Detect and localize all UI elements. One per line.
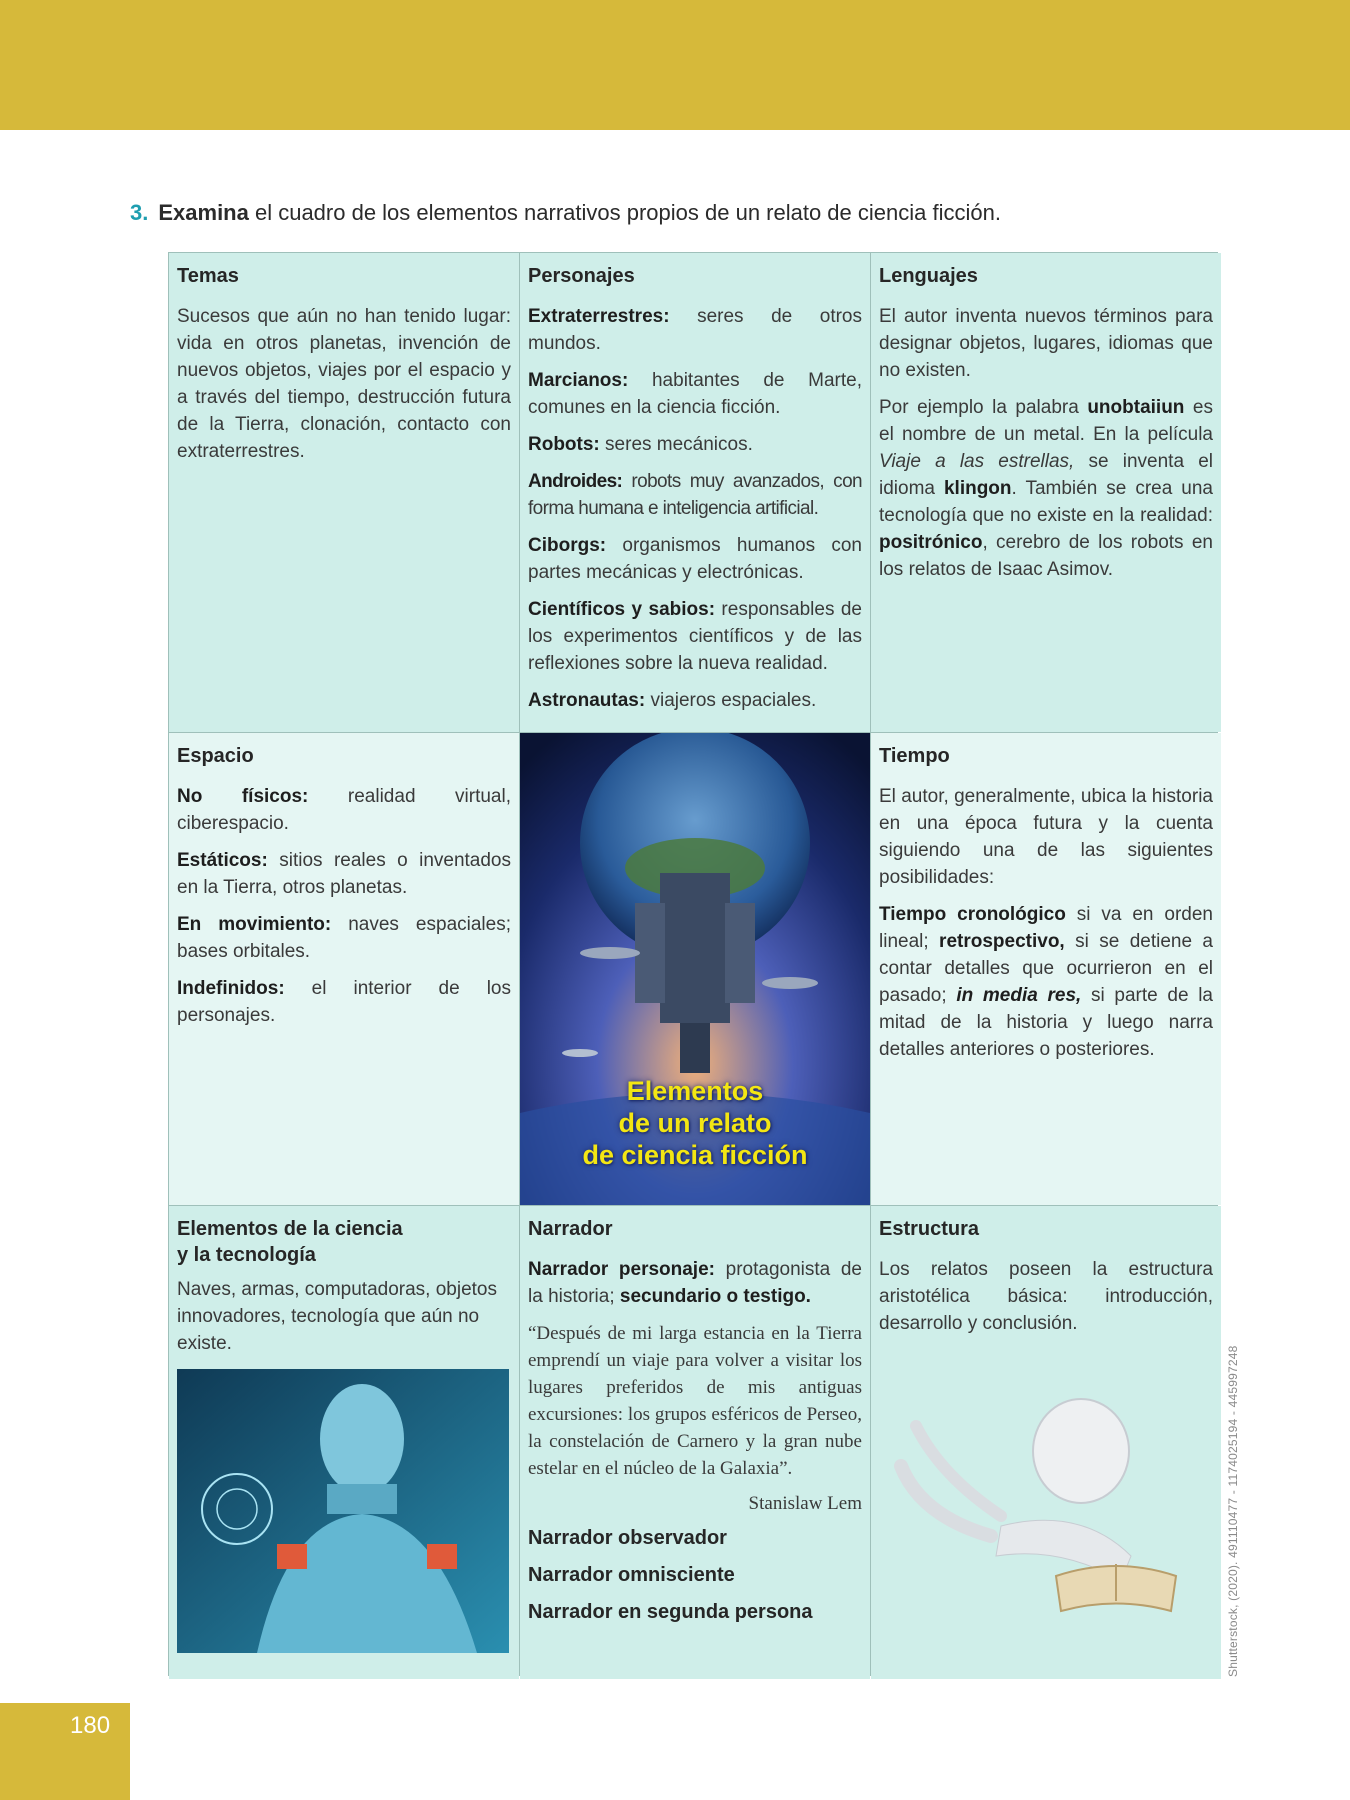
personaje-item — [528, 367, 862, 421]
narrador-term: secundario o testigo. — [619, 1286, 811, 1307]
instruction-number: 3. — [130, 200, 149, 225]
cell-narrador — [520, 1206, 870, 1679]
cell-personajes — [520, 253, 870, 732]
lenguajes-text: se inventa el idioma — [879, 451, 1213, 499]
estructura-title: Estructura — [879, 1218, 980, 1240]
personajes-title: Personajes — [528, 265, 635, 287]
personaje-term: Astronautas: — [528, 690, 646, 711]
personaje-item — [528, 303, 862, 357]
center-image-title — [520, 1075, 870, 1171]
cell-temas — [169, 253, 519, 732]
personaje-term: Marcianos: — [528, 370, 629, 391]
narrador-term: Narrador personaje: — [528, 1259, 715, 1280]
cell-estructura — [871, 1206, 1221, 1679]
page-number: 180 — [70, 1712, 111, 1739]
personaje-desc: organismos humanos con partes mecánicas y electrónicas. — [528, 535, 862, 583]
espacio-desc: realidad virtual, ciberespacio. — [177, 786, 511, 834]
robot-reading-illustration — [881, 1396, 1211, 1626]
temas-title: Temas — [177, 265, 239, 287]
tiempo-term: Tiempo cronológico — [879, 904, 1066, 925]
personaje-desc: responsables de los experimentos científicos y de las reflexiones sobre la nueva realidad. — [528, 599, 862, 674]
estructura-text: Los relatos poseen la estructura aristotélica básica: introducción, desarrollo y conclusión. — [879, 1259, 1213, 1334]
center-title-line: de ciencia ficción — [582, 1140, 808, 1170]
elements-table — [168, 252, 1218, 1676]
page-number-tab — [0, 1703, 130, 1800]
espacio-term: No físicos: — [177, 786, 309, 807]
espacio-term: Indefinidos: — [177, 978, 285, 999]
top-color-band — [0, 0, 1350, 130]
narrador-type: Narrador observador — [528, 1527, 727, 1549]
narrador-personaje — [528, 1256, 862, 1310]
cell-tiempo — [871, 733, 1221, 1205]
ciencia-text: Naves, armas, computadoras, objetos innovadores, tecnología que aún no existe. — [177, 1279, 497, 1354]
tiempo-p1: El autor, generalmente, ubica la historia en una época futura y la cuenta siguiendo una de las siguientes posibilidades: — [879, 786, 1213, 888]
espacio-item — [177, 911, 511, 965]
narrador-type: Narrador en segunda persona — [528, 1601, 813, 1623]
personaje-desc: robots muy avanzados, con forma humana e inteligencia artificial. — [528, 471, 862, 519]
tiempo-text: si se detiene a contar detalles que ocurrieron en el pasado; — [879, 931, 1213, 1006]
personaje-term: Científicos y sabios: — [528, 599, 716, 620]
personaje-item — [528, 687, 862, 714]
tiempo-text: si parte de la mitad de la historia y luego narra detalles anteriores o posteriores. — [879, 985, 1213, 1060]
espacio-desc: el interior de los personajes. — [177, 978, 511, 1026]
espacio-title: Espacio — [177, 745, 254, 767]
lenguajes-term: klingon — [943, 478, 1012, 499]
tiempo-text: si va en orden lineal; — [879, 904, 1213, 952]
espacio-desc: naves espaciales; bases orbitales. — [177, 914, 511, 962]
lenguajes-term: positrónico — [879, 532, 983, 553]
espacio-item — [177, 847, 511, 901]
narrador-quote: “Después de mi larga estancia en la Tierra emprendí un viaje para volver a visitar los lugares preferidos de mis antiguas excursiones: los grupos esféricos de Perseo, la constelación de Carnero y la gran nube estelar en el núcleo de la Galaxia”. — [528, 1323, 862, 1479]
center-title-line: Elementos — [626, 1076, 764, 1106]
espacio-term: En movimiento: — [177, 914, 332, 935]
lenguajes-text: Por ejemplo la palabra — [879, 397, 1088, 418]
center-title-line: de un relato — [618, 1108, 772, 1138]
personaje-term: Robots: — [528, 434, 600, 455]
lenguajes-text: . También se crea una tecnología que no existe en la realidad: — [879, 478, 1213, 526]
instruction-verb: Examina — [158, 200, 249, 225]
ciencia-title — [177, 1216, 511, 1268]
espacio-item — [177, 783, 511, 837]
narrador-title: Narrador — [528, 1218, 613, 1240]
personaje-desc: habitantes de Marte, comunes en la ciencia ficción. — [528, 370, 862, 418]
personaje-item — [528, 596, 862, 677]
ciencia-title-line: y la tecnología — [177, 1244, 316, 1266]
tiempo-term: retrospectivo, — [939, 931, 1065, 952]
personaje-item — [528, 468, 862, 522]
cell-center-image — [520, 733, 870, 1205]
espacio-item — [177, 975, 511, 1029]
ciencia-title-line: Elementos de la ciencia — [177, 1218, 403, 1240]
espacio-term: Estáticos: — [177, 850, 268, 871]
personaje-term: Extraterrestres: — [528, 306, 670, 327]
narrador-desc: protagonista de la historia; — [528, 1259, 862, 1307]
lenguajes-term: unobtaiiun — [1087, 397, 1185, 418]
narrador-type: Narrador omnisciente — [528, 1564, 735, 1586]
lenguajes-p2 — [879, 394, 1213, 583]
personaje-desc: seres de otros mundos. — [528, 306, 862, 354]
instruction-text: el cuadro de los elementos narrativos propios de un relato de ciencia ficción. — [248, 200, 1001, 225]
cell-ciencia — [169, 1206, 519, 1679]
personaje-term: Androides: — [528, 471, 623, 492]
temas-text: Sucesos que aún no han tenido lugar: vida en otros planetas, invención de nuevos objetos, viajes por el espacio y a través del tiempo, destrucción futura de la Tierra, clonación, contacto con extraterrestres. — [177, 306, 511, 462]
lenguajes-text: , cerebro de los robots en los relatos de Isaac Asimov. — [879, 532, 1213, 580]
lenguajes-title: Lenguajes — [879, 265, 978, 287]
personaje-desc: seres mecánicos. — [599, 434, 753, 455]
lenguajes-p1: El autor inventa nuevos términos para designar objetos, lugares, idiomas que no existen. — [879, 306, 1213, 381]
lenguajes-text: es el nombre de un metal. En la película — [879, 397, 1213, 445]
tiempo-title: Tiempo — [879, 745, 950, 767]
cell-lenguajes — [871, 253, 1221, 732]
quote-author: Stanislaw Lem — [748, 1493, 862, 1514]
tiempo-p2 — [879, 901, 1213, 1063]
personaje-item — [528, 532, 862, 586]
cell-espacio — [169, 733, 519, 1205]
personaje-term: Ciborgs: — [528, 535, 607, 556]
tiempo-term: in media res, — [956, 985, 1082, 1006]
android-photo — [177, 1369, 509, 1653]
personaje-item — [528, 431, 862, 458]
lenguajes-film: Viaje a las estrellas, — [879, 451, 1075, 472]
instruction — [130, 200, 1001, 226]
espacio-desc: sitios reales o inventados en la Tierra, otros planetas. — [177, 850, 511, 898]
personaje-desc: viajeros espaciales. — [645, 690, 817, 711]
photo-credit: Shutterstock, (2020). 491110477 - 1174025194 - 445997248 — [1226, 1345, 1240, 1677]
